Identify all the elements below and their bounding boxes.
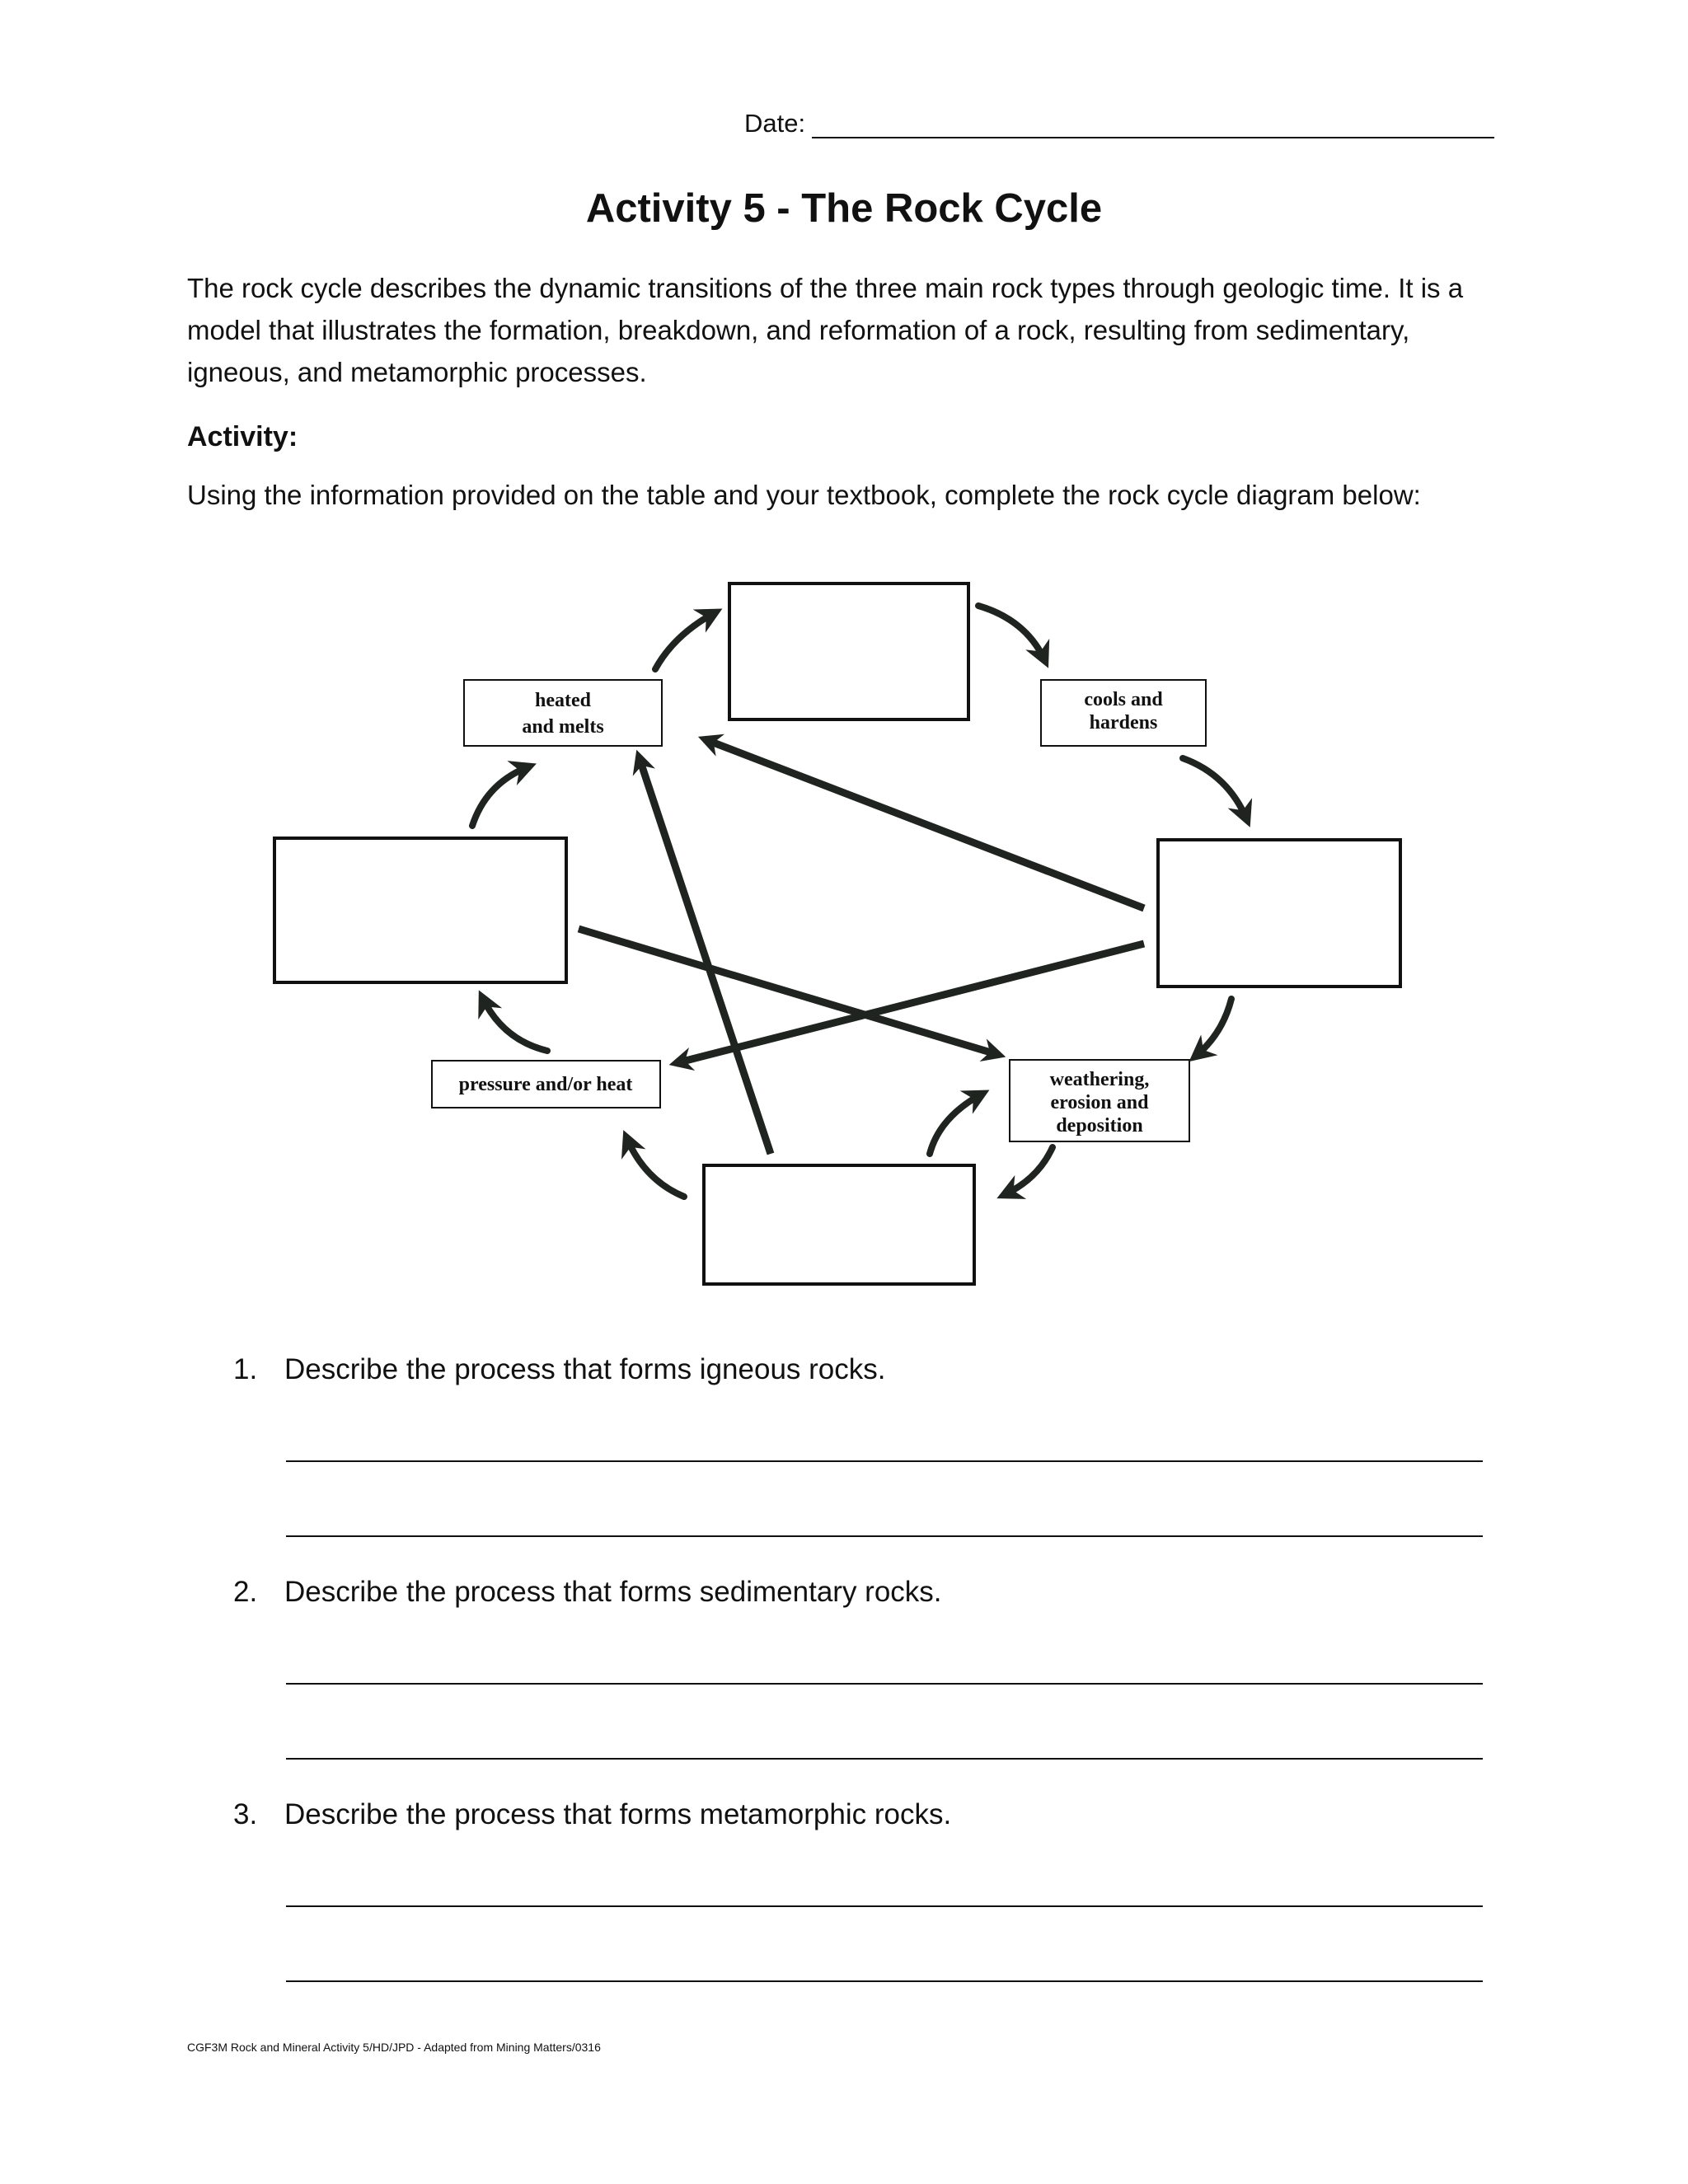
instructions-text: Using the information provided on the table and your textbook, complete the rock cycle diagram below: — [187, 480, 1421, 510]
left-rock-box[interactable] — [274, 838, 566, 982]
answer-line-1a[interactable] — [286, 1460, 1483, 1462]
arrow-heated-to-top — [655, 612, 715, 669]
question-3 — [233, 1798, 951, 1831]
arrow-top-to-cools — [978, 606, 1045, 661]
right-rock-box[interactable] — [1158, 840, 1400, 987]
answer-line-3b[interactable] — [286, 1980, 1483, 1982]
heated-and-melts-label — [464, 680, 662, 746]
question-1 — [233, 1353, 885, 1386]
arrow-weathering-to-bottom — [1004, 1147, 1053, 1195]
answer-line-1b[interactable] — [286, 1535, 1483, 1537]
arrow-cools-to-right — [1183, 758, 1247, 820]
top-rock-box[interactable] — [729, 583, 968, 719]
question-2 — [233, 1576, 942, 1609]
bottom-rock-box[interactable] — [704, 1165, 974, 1284]
answer-line-2a[interactable] — [286, 1683, 1483, 1685]
page-footer: CGF3M Rock and Mineral Activity 5/HD/JPD - Adapted from Mining Matters/0316 — [187, 2041, 601, 2054]
pressure-and-heat-label — [432, 1061, 660, 1108]
question-2-number: 2. — [233, 1576, 258, 1608]
cools-label-line2: hardens — [1089, 712, 1158, 733]
answer-line-2b[interactable] — [286, 1758, 1483, 1760]
answer-line-3a[interactable] — [286, 1905, 1483, 1907]
cools-and-hardens-label — [1041, 680, 1206, 746]
question-1-text: Describe the process that forms igneous rocks. — [284, 1353, 886, 1385]
question-1-number: 1. — [233, 1353, 258, 1385]
arrow-bottom-to-weathering — [930, 1094, 982, 1154]
intro-paragraph: The rock cycle describes the dynamic transitions of the three main rock types through geologic time. It is a model that illustrates the formation, breakdown, and reformation of a rock, resulting from sedimentary, igneous, and metamorphic processes. — [187, 273, 1464, 387]
heated-label-line1: heated — [535, 690, 591, 711]
weathering-label-line1: weathering, — [1049, 1069, 1150, 1090]
cools-label-line1: cools and — [1084, 689, 1163, 710]
arrow-pressure-to-left — [482, 997, 547, 1051]
question-3-number: 3. — [233, 1798, 258, 1830]
question-3-text: Describe the process that forms metamorphic rocks. — [284, 1798, 952, 1830]
arrow-left-to-heated — [472, 766, 529, 826]
weathering-label-line3: deposition — [1056, 1115, 1143, 1137]
pressure-label: pressure and/or heat — [458, 1074, 633, 1095]
weathering-label-line2: erosion and — [1050, 1092, 1149, 1113]
page-title: Activity 5 - The Rock Cycle — [585, 186, 1103, 231]
arrow-right-to-heated — [705, 739, 1144, 908]
question-2-text: Describe the process that forms sedimentary rocks. — [284, 1576, 942, 1608]
arrow-right-to-pressure — [676, 944, 1144, 1063]
arrow-right-to-weathering — [1195, 999, 1231, 1057]
activity-heading: Activity: — [187, 421, 298, 452]
date-label: Date: — [744, 109, 806, 138]
weathering-erosion-deposition-label — [1010, 1060, 1189, 1141]
heated-label-line2: and melts — [522, 716, 604, 738]
arrow-bottom-to-pressure — [626, 1137, 684, 1197]
